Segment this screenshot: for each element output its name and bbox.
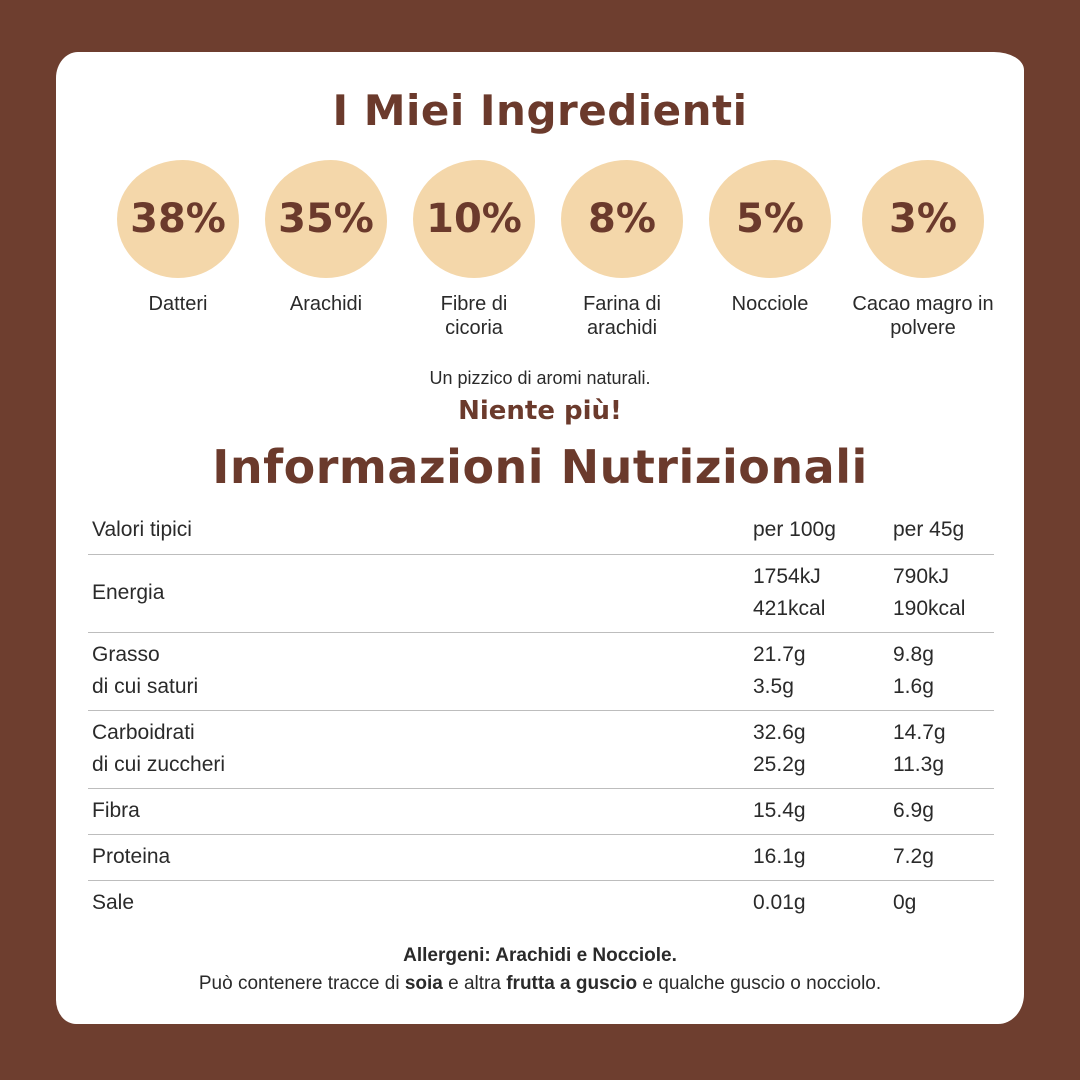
traces-highlight: frutta a guscio — [506, 973, 638, 994]
row-per100: 3.5g — [753, 675, 794, 698]
traces-line — [56, 970, 1024, 998]
ingredient-item — [256, 160, 396, 316]
row-per45: 790kJ — [893, 565, 950, 588]
ingredient-name: Arachidi — [289, 293, 363, 315]
ingredient-name: Fibre di cicoria — [440, 293, 508, 339]
row-label: Sale — [92, 891, 135, 914]
row-per100: 25.2g — [753, 753, 806, 776]
ingredient-percentage: 5% — [709, 160, 831, 278]
ingredient-name: Datteri — [148, 293, 208, 315]
row-sublabel: di cui saturi — [92, 675, 199, 698]
header-label: Valori tipici — [92, 518, 192, 541]
row-label: Grasso — [92, 643, 160, 666]
ingredient-item — [404, 160, 544, 340]
ingredient-percentage: 38% — [117, 160, 239, 278]
row-per100: 421kcal — [753, 597, 826, 620]
row-label: Carboidrati — [92, 721, 195, 744]
ingredient-item — [700, 160, 840, 316]
row-per45: 1.6g — [893, 675, 934, 698]
traces-text: e qualche guscio o nocciolo. — [637, 973, 882, 994]
ingredient-percentage: 8% — [561, 160, 683, 278]
allergens-info — [56, 942, 1024, 998]
table-header-row — [88, 510, 994, 555]
nutrition-table — [88, 510, 994, 926]
ingredient-name: Cacao magro in polvere — [852, 293, 994, 339]
row-per100: 15.4g — [753, 799, 806, 822]
row-sublabel: di cui zuccheri — [92, 753, 226, 776]
row-per100: 16.1g — [753, 845, 806, 868]
row-per100: 0.01g — [753, 891, 806, 914]
table-row — [88, 789, 994, 835]
row-per45: 9.8g — [893, 643, 934, 666]
table-row — [88, 835, 994, 881]
ingredients-title: I Miei Ingredienti — [332, 86, 748, 135]
ingredient-item — [108, 160, 248, 316]
table-row — [88, 555, 994, 633]
nutrition-title: Informazioni Nutrizionali — [212, 440, 868, 494]
table-row — [88, 633, 994, 711]
row-per100: 1754kJ — [753, 565, 821, 588]
table-row — [88, 711, 994, 789]
content-card — [56, 52, 1024, 1024]
flavor-note: Un pizzico di aromi naturali. — [429, 368, 651, 388]
row-per45: 7.2g — [893, 845, 934, 868]
traces-text: Può contenere tracce di — [198, 973, 405, 994]
slogan: Niente più! — [458, 396, 622, 426]
ingredients-list — [108, 160, 996, 350]
row-label: Proteina — [92, 845, 171, 868]
row-label: Fibra — [92, 799, 140, 822]
ingredient-item — [552, 160, 692, 340]
ingredient-percentage: 3% — [862, 160, 984, 278]
traces-highlight: soia — [404, 973, 443, 994]
table-row — [88, 881, 994, 926]
ingredient-name: Nocciole — [731, 293, 809, 315]
ingredient-item — [838, 160, 1008, 340]
row-per100: 21.7g — [753, 643, 806, 666]
traces-text: e altra — [442, 973, 507, 994]
header-per45: per 45g — [893, 518, 965, 541]
row-per45: 14.7g — [893, 721, 946, 744]
allergens-line: Allergeni: Arachidi e Nocciole. — [403, 945, 677, 966]
row-per45: 11.3g — [893, 753, 944, 776]
header-per100: per 100g — [753, 518, 836, 541]
ingredient-name: Farina di arachidi — [583, 293, 661, 339]
row-per45: 6.9g — [893, 799, 934, 822]
row-per45: 190kcal — [893, 597, 966, 620]
row-label: Energia — [92, 581, 165, 604]
row-per100: 32.6g — [753, 721, 806, 744]
ingredient-percentage: 35% — [265, 160, 387, 278]
row-per45: 0g — [893, 891, 917, 914]
ingredient-percentage: 10% — [413, 160, 535, 278]
